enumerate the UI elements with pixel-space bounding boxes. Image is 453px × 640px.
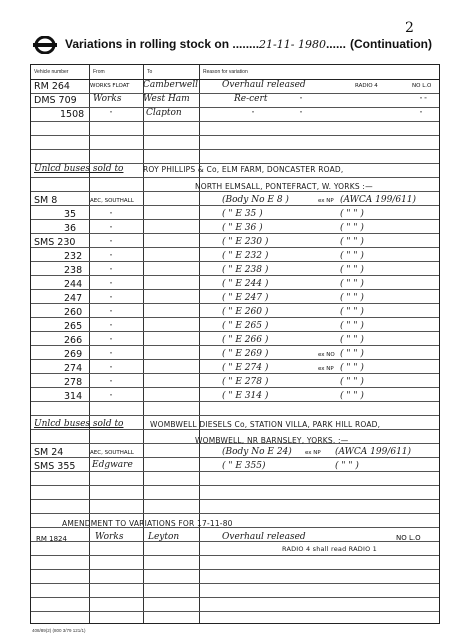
continuation-label: (Continuation) xyxy=(350,37,432,51)
body-number: ( " E 265 ) xyxy=(222,321,269,331)
row-divider xyxy=(31,219,439,220)
from-cell: " xyxy=(110,268,113,274)
vehicle-number: RM 264 xyxy=(34,81,70,92)
from-cell: " xyxy=(110,226,113,232)
awca-ref: (AWCA 199/611) xyxy=(335,447,412,457)
roundel-logo-icon xyxy=(33,36,57,54)
awca-ref: ( " " ) xyxy=(340,237,364,247)
column-header-to: To xyxy=(147,69,153,75)
from-cell: " xyxy=(110,324,113,330)
title-prefix: Variations in rolling stock on ........ xyxy=(65,37,260,51)
header xyxy=(33,34,438,56)
from-cell: " xyxy=(110,212,113,218)
vehicle-number: 35 xyxy=(64,209,77,220)
body-number: (Body No E 24) xyxy=(222,447,292,457)
row-divider xyxy=(31,583,439,584)
awca-ref: ( " " ) xyxy=(340,321,364,331)
row-divider xyxy=(31,177,439,178)
row-divider xyxy=(31,107,439,108)
awca-ref: ( " " ) xyxy=(340,209,364,219)
row-divider xyxy=(31,149,439,150)
page-number: 2 xyxy=(405,20,414,36)
from-cell: " xyxy=(110,338,113,344)
form-footer: 408/89(2) (800 3/79 121/1) xyxy=(32,628,86,633)
from-cell: " xyxy=(110,394,113,400)
buyer-address-2: WOMBWELL, NR BARNSLEY, YORKS. :— xyxy=(195,436,349,445)
title-date: 21-11- 1980 xyxy=(259,38,326,51)
awca-ref: ( " " ) xyxy=(340,251,364,261)
row-divider xyxy=(31,303,439,304)
row-divider xyxy=(31,121,439,122)
row-divider xyxy=(31,513,439,514)
from-cell: " xyxy=(110,240,113,246)
body-number: ( " E 244 ) xyxy=(222,279,269,289)
buyer-address-2: NORTH ELMSALL, PONTEFRACT, W. YORKS :— xyxy=(195,182,373,191)
ex-note: ex NP xyxy=(305,450,321,456)
awca-ref: ( " " ) xyxy=(340,335,364,345)
body-number: ( " E 274 ) xyxy=(222,363,269,373)
from-cell: " xyxy=(110,282,113,288)
from-cell: " xyxy=(110,310,113,316)
vehicle-number: 1508 xyxy=(60,109,85,120)
title-suffix: ...... xyxy=(325,37,346,51)
vehicle-number: RM 1824 xyxy=(36,535,67,543)
row-divider xyxy=(31,205,439,206)
row-divider xyxy=(31,247,439,248)
awca-ref: ( " " ) xyxy=(340,279,364,289)
row-divider xyxy=(31,191,439,192)
reason-cell: Overhaul released xyxy=(222,532,306,542)
from-cell: " xyxy=(110,380,113,386)
lo-note: NO L.O xyxy=(396,534,421,542)
vehicle-number: 266 xyxy=(64,335,83,346)
vehicle-number: 247 xyxy=(64,293,83,304)
row-divider xyxy=(31,359,439,360)
row-divider xyxy=(31,233,439,234)
reason-cell: Overhaul released xyxy=(222,80,306,90)
awca-ref: ( " " ) xyxy=(340,391,364,401)
awca-ref: ( " " ) xyxy=(340,293,364,303)
row-divider xyxy=(31,569,439,570)
ex-note: ex NO xyxy=(318,352,335,358)
vehicle-number: SM 24 xyxy=(34,447,64,458)
vehicle-number: 274 xyxy=(64,363,83,374)
reason-cell: Re-cert xyxy=(234,94,268,104)
reason-cell: " xyxy=(252,111,255,117)
from-cell: " xyxy=(110,296,113,302)
from-cell: AEC, SOUTHALL xyxy=(90,450,134,456)
vehicle-number: DMS 709 xyxy=(34,95,77,106)
row-divider xyxy=(31,415,439,416)
to-cell: West Ham xyxy=(143,94,190,104)
amendment-note: RADIO 4 shall read RADIO 1 xyxy=(282,545,378,553)
row-divider xyxy=(31,401,439,402)
row-divider xyxy=(31,429,439,430)
body-number: ( " E 355) xyxy=(222,461,266,471)
row-divider xyxy=(31,471,439,472)
amendment-heading: AMENDMENT TO VARIATIONS FOR 17-11-80 xyxy=(62,519,233,528)
body-number: (Body No E 8 ) xyxy=(222,195,289,205)
row-divider xyxy=(31,275,439,276)
lo-note: " " xyxy=(420,97,427,103)
body-number: ( " E 238 ) xyxy=(222,265,269,275)
ex-note: ex NP xyxy=(318,198,334,204)
vehicle-number: SM 8 xyxy=(34,195,58,206)
column-header-vehicle: Vehicle number xyxy=(34,69,69,75)
from-cell: " xyxy=(110,111,113,117)
from-cell: " xyxy=(110,352,113,358)
awca-ref: ( " " ) xyxy=(340,307,364,317)
to-cell: Clapton xyxy=(146,108,182,118)
row-divider xyxy=(31,317,439,318)
vehicle-number: 238 xyxy=(64,265,83,276)
radio-note: " xyxy=(300,111,303,117)
row-divider xyxy=(31,597,439,598)
body-number: ( " E 35 ) xyxy=(222,209,263,219)
from-cell: Edgware xyxy=(92,460,133,470)
body-number: ( " E 314 ) xyxy=(222,391,269,401)
body-number: ( " E 260 ) xyxy=(222,307,269,317)
buyer-address: WOMBWELL DIESELS Co, STATION VILLA, PARK HILL ROAD, xyxy=(150,420,381,429)
row-divider xyxy=(31,387,439,388)
awca-ref: ( " " ) xyxy=(340,377,364,387)
vehicle-number: 260 xyxy=(64,307,83,318)
ex-note: ex NP xyxy=(318,366,334,372)
body-number: ( " E 269 ) xyxy=(222,349,269,359)
lo-note: NO L.O xyxy=(412,83,432,89)
row-divider xyxy=(31,331,439,332)
vehicle-number: 314 xyxy=(64,391,83,402)
vehicle-number: 36 xyxy=(64,223,77,234)
body-number: ( " E 232 ) xyxy=(222,251,269,261)
from-cell: WORKS FLOAT xyxy=(90,83,130,89)
sale-heading: Unlcd buses sold to xyxy=(34,419,124,429)
row-divider xyxy=(31,499,439,500)
body-number: ( " E 278 ) xyxy=(222,377,269,387)
awca-ref: ( " " ) xyxy=(340,223,364,233)
radio-note: RADIO 4 xyxy=(355,83,378,89)
row-divider xyxy=(31,135,439,136)
body-number: ( " E 230 ) xyxy=(222,237,269,247)
to-cell: Leyton xyxy=(148,532,180,542)
vehicle-number: 269 xyxy=(64,349,83,360)
vehicle-number: 265 xyxy=(64,321,83,332)
row-divider xyxy=(31,289,439,290)
row-divider xyxy=(31,373,439,374)
row-divider xyxy=(31,345,439,346)
from-cell: AEC, SOUTHALL xyxy=(90,198,134,204)
awca-ref: (AWCA 199/611) xyxy=(340,195,417,205)
from-cell: Works xyxy=(93,94,122,104)
awca-ref: ( " " ) xyxy=(340,349,364,359)
row-divider xyxy=(31,555,439,556)
vehicle-number: 278 xyxy=(64,377,83,388)
row-divider xyxy=(31,485,439,486)
column-header-from: From xyxy=(93,69,105,75)
lo-note: " xyxy=(420,111,423,117)
awca-ref: ( " " ) xyxy=(335,461,359,471)
row-divider xyxy=(31,457,439,458)
buyer-address: ROY PHILLIPS & Co, ELM FARM, DONCASTER ROAD, xyxy=(143,165,344,174)
from-cell: Works xyxy=(95,532,124,542)
awca-ref: ( " " ) xyxy=(340,363,364,373)
vehicle-number: 232 xyxy=(64,251,83,262)
page-title xyxy=(65,37,346,51)
vehicle-number: SMS 355 xyxy=(34,461,76,472)
to-cell: Camberwell xyxy=(143,80,198,90)
row-divider xyxy=(31,261,439,262)
vehicle-number: 244 xyxy=(64,279,83,290)
body-number: ( " E 247 ) xyxy=(222,293,269,303)
from-cell: " xyxy=(110,366,113,372)
vehicle-number: SMS 230 xyxy=(34,237,76,248)
body-number: ( " E 266 ) xyxy=(222,335,269,345)
awca-ref: ( " " ) xyxy=(340,265,364,275)
body-number: ( " E 36 ) xyxy=(222,223,263,233)
sale-heading: Unlcd buses sold to xyxy=(34,164,124,174)
from-cell: " xyxy=(110,254,113,260)
radio-note: " xyxy=(300,97,303,103)
row-divider xyxy=(31,611,439,612)
column-header-reason: Reason for variation xyxy=(203,69,248,75)
